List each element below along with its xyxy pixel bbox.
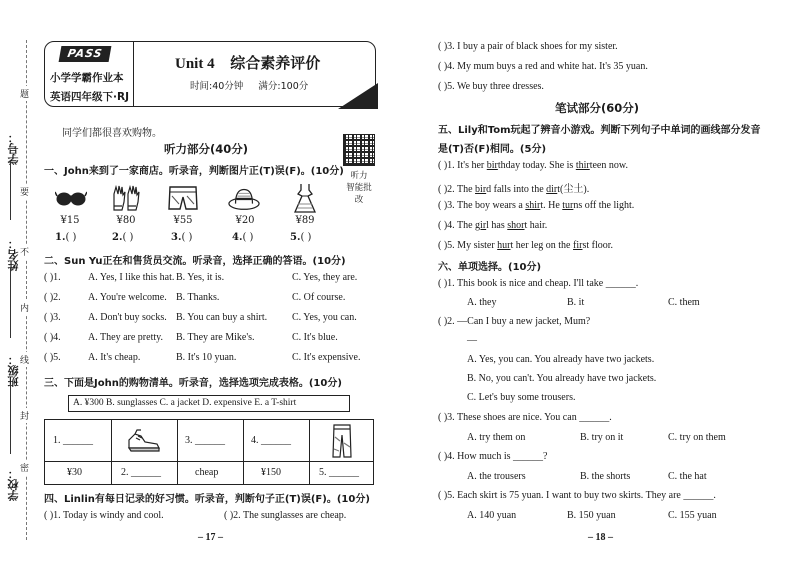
- underlined-part: shor: [507, 220, 525, 231]
- sneakers-icon: [127, 426, 161, 457]
- sentence-text: t. He: [540, 200, 563, 211]
- option-b[interactable]: B. They are Mike's.: [176, 332, 255, 343]
- answer-row[interactable]: [44, 312, 61, 323]
- qr-caption-line: 听力: [350, 171, 368, 181]
- answer-row[interactable]: [438, 316, 590, 327]
- table-divider: [45, 461, 373, 462]
- question-2-heading: 二、Sun Yu正在和售货员交流。听录音，选择正确的答语。(10分): [44, 256, 346, 267]
- answer-row[interactable]: [438, 200, 634, 211]
- answer-slot[interactable]: [112, 232, 133, 243]
- answer-parens: ( )2.: [438, 184, 455, 195]
- option-b[interactable]: B. 150 yuan: [567, 510, 616, 521]
- answer-parens: ( ): [300, 232, 312, 243]
- underlined-part: gir: [475, 220, 487, 231]
- table-divider: [177, 420, 178, 484]
- sentence-text: ns off the light.: [573, 200, 635, 211]
- shorts-icon: [167, 182, 199, 214]
- underlined-part: fir: [573, 240, 583, 251]
- sentence-text: My sister: [457, 240, 498, 251]
- answer-slot[interactable]: [171, 232, 192, 243]
- option-b[interactable]: B. You can buy a shirt.: [176, 312, 268, 323]
- option-b[interactable]: B. No, you can't. You already have two jackets.: [467, 373, 657, 384]
- sentence-text: t hair.: [524, 220, 548, 231]
- option-a[interactable]: A. 140 yuan: [467, 510, 517, 521]
- student-name-label: 姓名：: [7, 238, 20, 271]
- sentence-text: The: [457, 184, 476, 195]
- qr-code[interactable]: [343, 134, 375, 166]
- option-c[interactable]: C. Yes, you can.: [292, 312, 357, 323]
- option-c[interactable]: C. 155 yuan: [668, 510, 717, 521]
- option-c[interactable]: C. It's blue.: [292, 332, 338, 343]
- table-divider: [243, 420, 244, 484]
- sentence-text: d falls into the: [486, 184, 547, 195]
- option-a[interactable]: A. try them on: [467, 432, 526, 443]
- gloves-icon: [110, 182, 142, 214]
- underlined-part: shir: [525, 200, 541, 211]
- answer-row[interactable]: ( )2. The sunglasses are cheap.: [224, 510, 347, 521]
- option-a[interactable]: A. they: [467, 297, 497, 308]
- option-c[interactable]: C. Yes, they are.: [292, 272, 358, 283]
- sentence-text: t(尘土).: [557, 184, 590, 195]
- answer-row[interactable]: [438, 278, 638, 289]
- binding-word: 封: [20, 408, 29, 423]
- series-name: 小学学霸作业本: [50, 72, 124, 84]
- sentence-text: It's her: [457, 160, 487, 171]
- answer-parens: ( )2.: [44, 292, 61, 303]
- table-divider: [111, 420, 112, 484]
- answer-slot[interactable]: [290, 232, 311, 243]
- question-number: 2.: [112, 232, 123, 243]
- answer-parens: ( )1.: [438, 278, 455, 289]
- question-stem: Each skirt is 75 yuan. I want to buy two skirts. They are ______.: [457, 490, 716, 501]
- question-number: 1.: [55, 232, 66, 243]
- option-c[interactable]: C. Of course.: [292, 292, 346, 303]
- sentence-text: thday today. She is: [497, 160, 576, 171]
- table-cell: ¥30: [67, 467, 82, 478]
- answer-row[interactable]: [438, 220, 547, 231]
- student-name-line[interactable]: [10, 268, 11, 338]
- answer-slot[interactable]: [232, 232, 253, 243]
- option-b[interactable]: B. Thanks.: [176, 292, 220, 303]
- option-a[interactable]: A. They are pretty.: [88, 332, 163, 343]
- answer-slot[interactable]: [55, 232, 76, 243]
- answer-row[interactable]: [438, 490, 716, 501]
- option-b[interactable]: B. Yes, it is.: [176, 272, 225, 283]
- option-c[interactable]: C. It's expensive.: [292, 352, 361, 363]
- qr-caption: [346, 170, 372, 206]
- table-blank[interactable]: 3. ______: [185, 435, 225, 446]
- option-a[interactable]: A. Yes, you can. You already have two jackets.: [467, 354, 655, 365]
- answer-row[interactable]: ( )3. I buy a pair of black shoes for my sister.: [438, 41, 618, 52]
- question-stem: —Can I buy a new jacket, Mum?: [457, 316, 591, 327]
- question-stem: How much is ______?: [457, 451, 548, 462]
- table-cell: cheap: [195, 467, 219, 478]
- answer-row[interactable]: ( )5. We buy three dresses.: [438, 81, 544, 92]
- sentence-text: teen now.: [589, 160, 628, 171]
- option-a[interactable]: A. Yes, I like this hat.: [88, 272, 175, 283]
- answer-parens: ( )3.: [44, 312, 61, 323]
- class-label: 班级：: [7, 354, 20, 387]
- question-number: 3.: [171, 232, 182, 243]
- answer-parens: ( )5.: [438, 240, 455, 251]
- item-price: ¥80: [116, 215, 136, 226]
- option-c[interactable]: C. them: [668, 297, 700, 308]
- option-c[interactable]: C. try on them: [668, 432, 726, 443]
- option-c[interactable]: C. Let's buy some trousers.: [467, 392, 576, 403]
- option-b[interactable]: B. the shorts: [580, 471, 631, 482]
- item-price: ¥89: [295, 215, 315, 226]
- answer-parens: ( ): [65, 232, 77, 243]
- underlined-part: thir: [575, 160, 590, 171]
- answer-row[interactable]: ( )1. Today is windy and cool.: [44, 510, 164, 521]
- page-number-right: – 18 –: [588, 532, 613, 543]
- table-blank[interactable]: 2. ______: [121, 467, 161, 478]
- sunglasses-icon: [55, 182, 87, 214]
- question-3-heading: 三、下面是John的购物清单。听录音，选择选项完成表格。(10分): [44, 378, 342, 389]
- table-divider: [309, 420, 310, 484]
- answer-parens: ( )1.: [438, 160, 455, 171]
- answer-row[interactable]: [438, 160, 628, 171]
- table-blank[interactable]: 4. ______: [251, 435, 291, 446]
- answer-parens: ( )5.: [438, 490, 455, 501]
- dialogue-dash: —: [467, 335, 477, 346]
- answer-row[interactable]: ( )4. My mum buys a red and white hat. It's 35 yuan.: [438, 61, 648, 72]
- option-a[interactable]: A. You're welcome.: [88, 292, 167, 303]
- underlined-part: dir: [546, 184, 558, 195]
- underlined-part: hur: [497, 240, 511, 251]
- binding-word: 线: [20, 352, 29, 367]
- page-title: [175, 52, 320, 73]
- sentence-text: t her leg on the: [510, 240, 573, 251]
- item-price: ¥20: [235, 215, 255, 226]
- hat-icon: [228, 182, 260, 214]
- answer-parens: ( )4.: [438, 220, 455, 231]
- table-cell: ¥150: [261, 467, 281, 478]
- binding-word: 不: [20, 244, 29, 259]
- option-b[interactable]: B. try on it: [580, 432, 624, 443]
- question-stem: These shoes are nice. You can ______.: [457, 412, 612, 423]
- binding-word: 内: [20, 300, 29, 315]
- question-4-heading: 四、Linlin有每日记录的好习惯。听录音，判断句子正(T)误(F)。(10分): [44, 494, 370, 505]
- written-heading: 笔试部分(60分): [555, 101, 640, 115]
- sentence-text: st floor.: [582, 240, 614, 251]
- unit-number: Unit 4: [175, 56, 215, 72]
- page-number-left: – 17 –: [198, 532, 223, 543]
- answer-parens: ( ): [242, 232, 254, 243]
- underlined-part: bir: [475, 184, 487, 195]
- options-box: A. ¥300 B. sunglasses C. a jacket D. expensive E. a T-shirt: [68, 395, 350, 412]
- question-stem: This book is nice and cheap. I'll take ______.: [457, 278, 639, 289]
- question-5-heading: 五、Lily和Tom玩起了辨音小游戏。判断下列句子中单词的画线部分发音: [438, 125, 761, 136]
- item-price: ¥55: [173, 215, 193, 226]
- grade-label: 英语四年级下·RJ: [50, 91, 129, 103]
- dress-icon: [289, 182, 321, 214]
- question-number: 5.: [290, 232, 301, 243]
- sentence-text: The: [457, 220, 476, 231]
- option-c[interactable]: C. the hat: [668, 471, 707, 482]
- binding-word: 密: [20, 460, 29, 475]
- table-blank[interactable]: 1. ______: [53, 435, 93, 446]
- binding-word: 要: [20, 184, 29, 199]
- class-line[interactable]: [10, 384, 11, 454]
- answer-row[interactable]: [44, 292, 61, 303]
- option-a[interactable]: A. the trousers: [467, 471, 526, 482]
- underlined-part: bir: [486, 160, 498, 171]
- full-score: 满分:100分: [258, 81, 309, 92]
- time-limit: 时间:40分钟: [190, 81, 244, 92]
- question-number: 4.: [232, 232, 243, 243]
- trousers-icon: [331, 423, 353, 462]
- question-1-heading: 一、John来到了一家商店。听录音，判断图片正(T)误(F)。(10分): [44, 166, 344, 177]
- sentence-text: The boy wears a: [457, 200, 526, 211]
- answer-row[interactable]: [44, 272, 61, 283]
- listening-heading: 听力部分(40分): [164, 142, 249, 156]
- answer-row[interactable]: [438, 451, 547, 462]
- option-b[interactable]: B. It's 10 yuan.: [176, 352, 237, 363]
- table-blank[interactable]: 5. ______: [319, 467, 359, 478]
- answer-parens: ( ): [122, 232, 134, 243]
- option-b[interactable]: B. it: [567, 297, 585, 308]
- question-6-heading: 六、单项选择。(10分): [438, 262, 542, 273]
- underlined-part: tur: [562, 200, 574, 211]
- student-id-line[interactable]: [10, 160, 11, 220]
- item-price: ¥15: [60, 215, 80, 226]
- answer-parens: ( )5.: [44, 352, 61, 363]
- answer-row[interactable]: [44, 332, 61, 343]
- question-5-heading-cont: 是(T)否(F)相同。(5分): [438, 144, 547, 155]
- answer-parens: ( )1.: [44, 272, 61, 283]
- answer-row[interactable]: [438, 412, 612, 423]
- exam-info: [190, 78, 308, 92]
- intro-text: 同学们都很喜欢购物。: [62, 128, 162, 139]
- answer-parens: ( ): [181, 232, 193, 243]
- header-divider: [133, 42, 134, 106]
- answer-row[interactable]: [44, 352, 61, 363]
- pass-logo: PASS: [59, 46, 112, 62]
- answer-parens: ( )3.: [438, 412, 455, 423]
- sentence-text: l has: [486, 220, 508, 231]
- unit-title: 综合素养评价: [230, 54, 321, 72]
- answer-parens: ( )4.: [44, 332, 61, 343]
- answer-parens: ( )4.: [438, 451, 455, 462]
- shopping-list-table: [44, 419, 374, 485]
- qr-caption-line: 智能批改: [346, 183, 372, 205]
- answer-parens: ( )2.: [438, 316, 455, 327]
- option-a[interactable]: A. It's cheap.: [88, 352, 141, 363]
- header-corner-tab: [338, 83, 378, 109]
- school-label: 学校：: [7, 468, 20, 501]
- option-a[interactable]: A. Don't buy socks.: [88, 312, 167, 323]
- answer-row[interactable]: [438, 180, 589, 195]
- answer-parens: ( )3.: [438, 200, 455, 211]
- student-id-label: 学号：: [7, 132, 20, 165]
- binding-word: 题: [20, 86, 29, 101]
- answer-row[interactable]: [438, 240, 613, 251]
